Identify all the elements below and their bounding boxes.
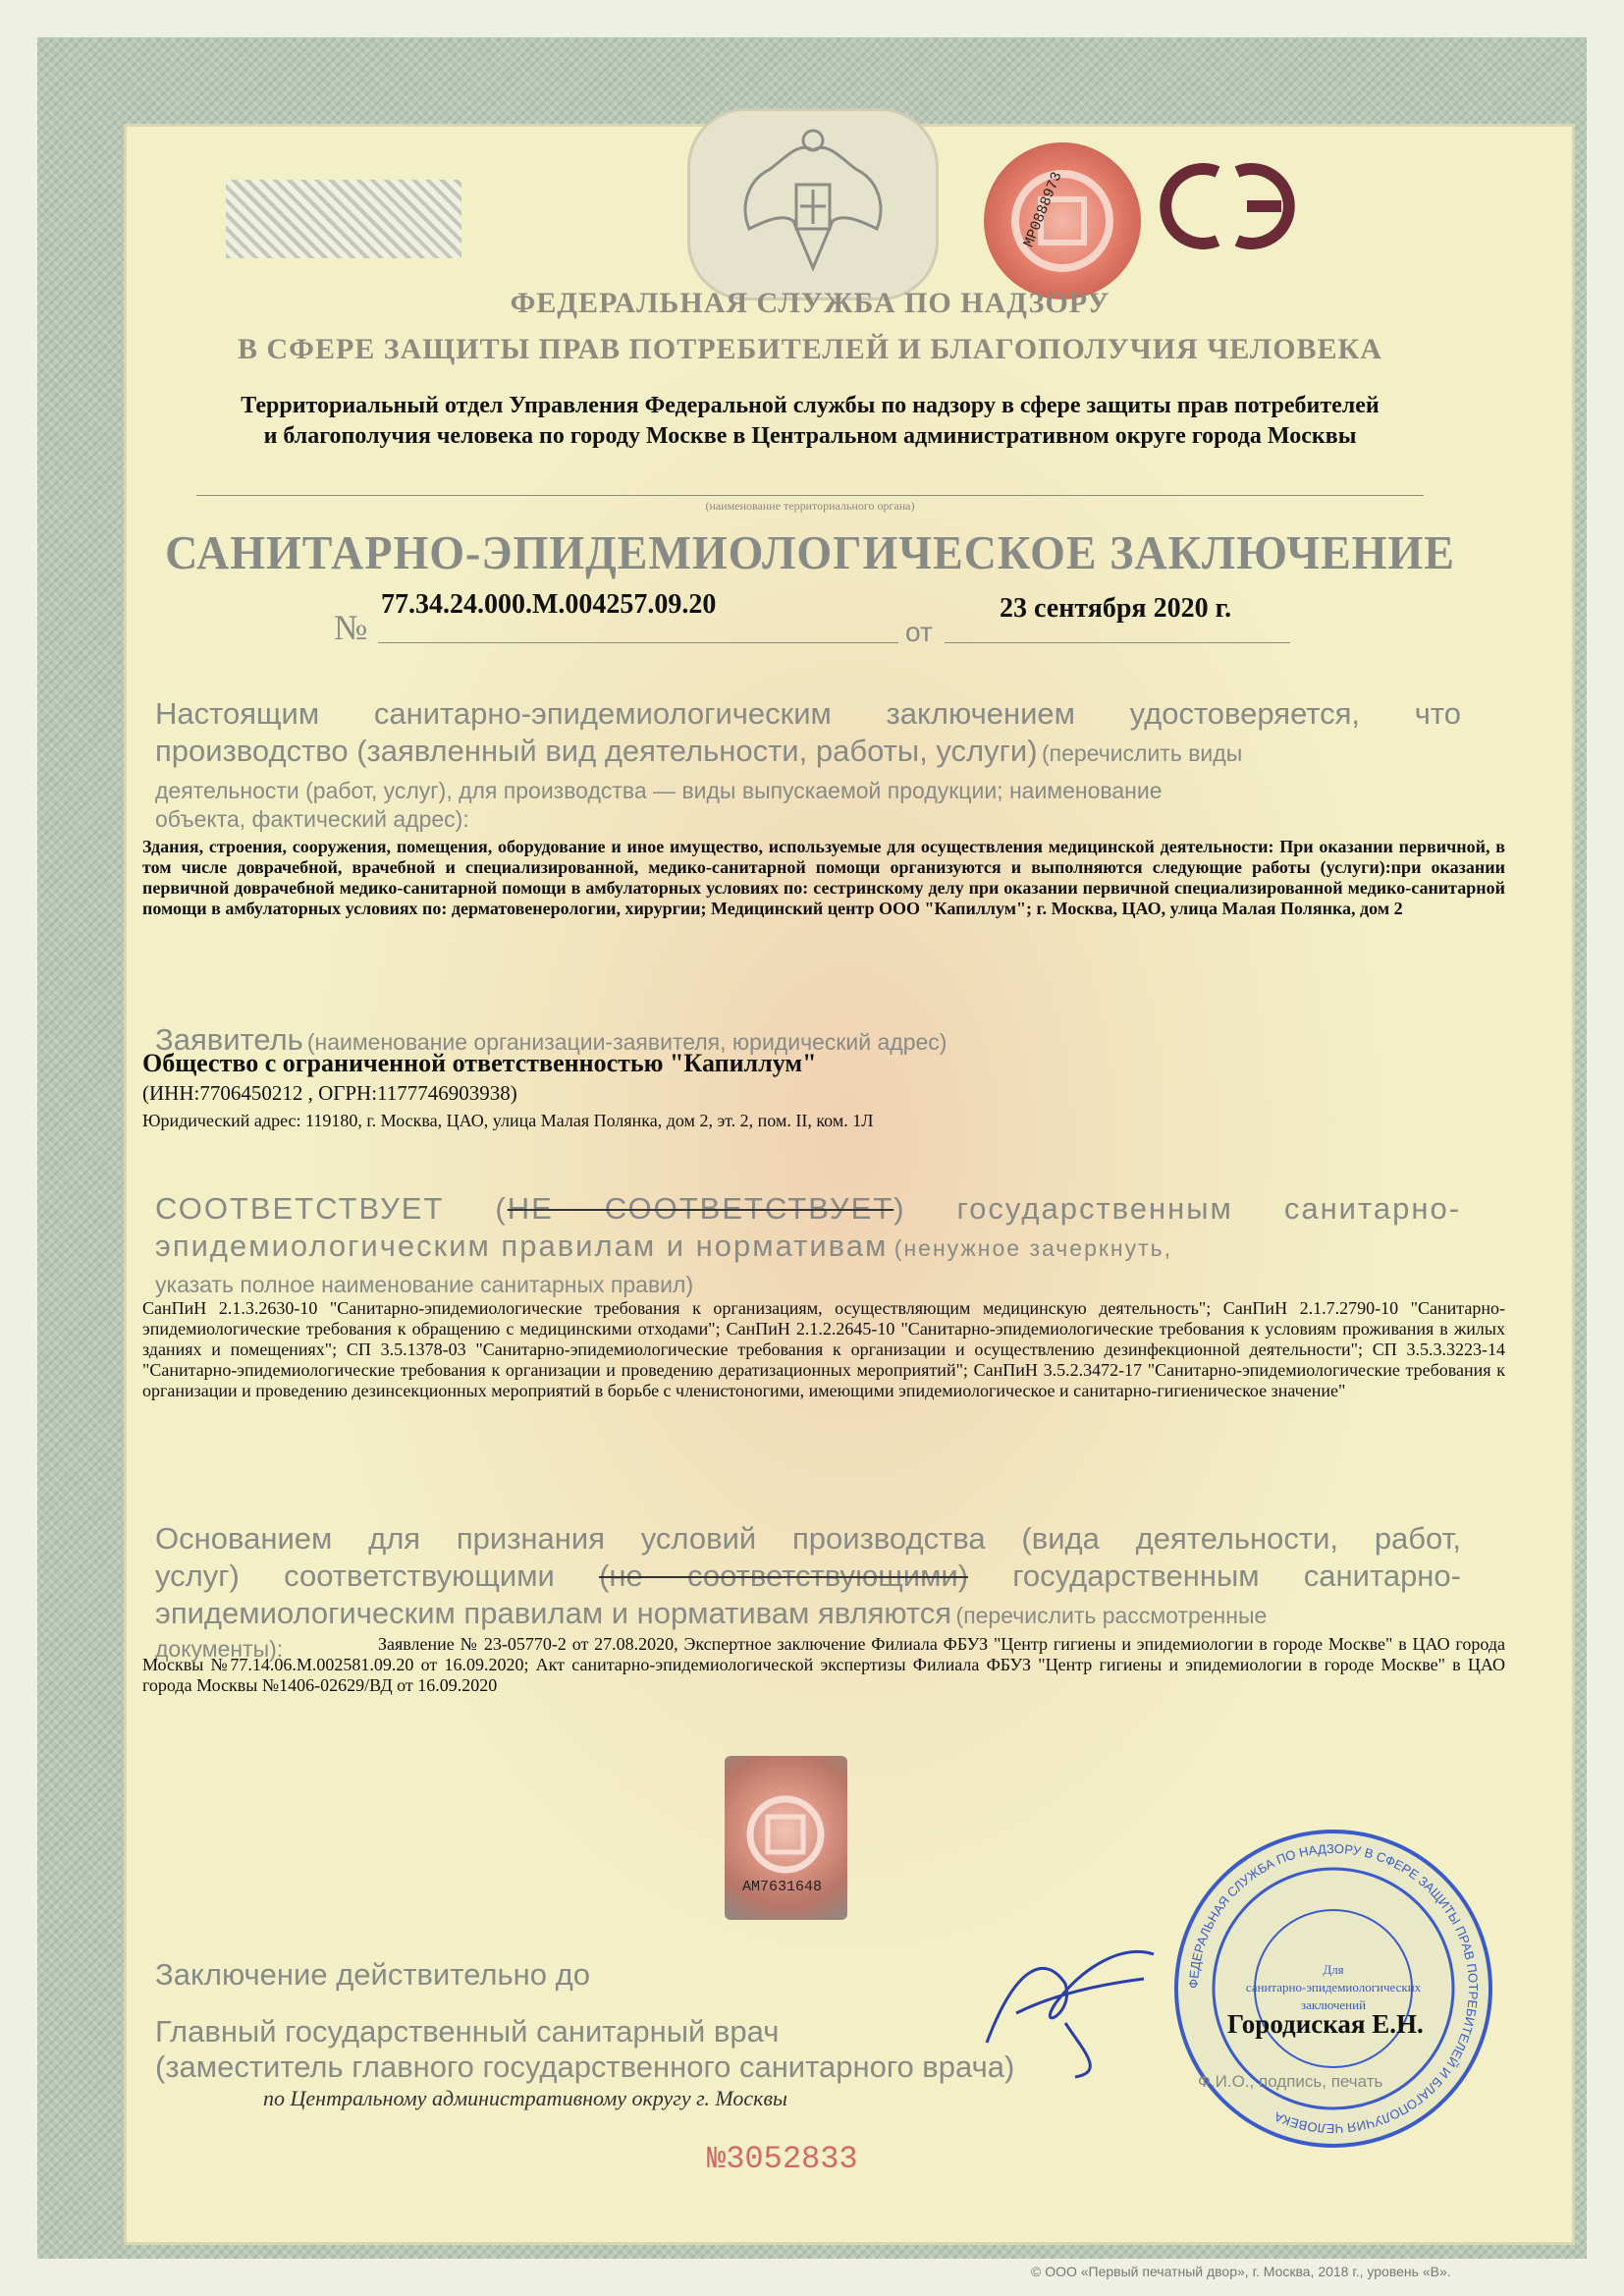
seal-icon	[1171, 1827, 1495, 2151]
conformity-line2-row	[155, 1228, 1461, 1272]
se-hologram-icon	[984, 142, 1141, 300]
coat-of-arms-emblem	[687, 108, 939, 301]
document-number: 77.34.24.000.М.004257.09.20	[381, 589, 717, 620]
handwritten-signature	[957, 1925, 1173, 2082]
territorial-body	[137, 391, 1483, 452]
seal-center-text: Для санитарно-эпидемиологических заключений	[1245, 1962, 1422, 2012]
valid-until-label: Заключение действительно до	[155, 1957, 590, 1992]
conformity-heading	[155, 1190, 1461, 1297]
conformity-line1: СООТВЕТСТВУЕТ (НЕ СООТВЕТСТВУЕТ) государственным санитарно-	[155, 1191, 1462, 1226]
security-pattern	[226, 180, 461, 258]
seal-ring-text: ФЕДЕРАЛЬНАЯ СЛУЖБА ПО НАДЗОРУ В СФЕРЕ ЗАЩИТЫ ПРАВ ПОТРЕБИТЕЛЕЙ И БЛАГОПОЛУЧИЯ ЧЕЛОВЕКА	[1185, 1840, 1482, 2137]
conformity-line3: указать полное наименование санитарных правил)	[155, 1272, 694, 1297]
date-underline	[945, 642, 1290, 643]
applicant-label: Заявитель	[155, 1022, 303, 1057]
agency-name-line1: ФЕДЕРАЛЬНАЯ СЛУЖБА ПО НАДЗОРУ	[510, 287, 1110, 319]
eagle-icon	[690, 111, 936, 298]
official-seal	[1171, 1827, 1495, 2151]
se-logo-icon	[1154, 147, 1301, 265]
basis-line2-struck: (не соответствующими)	[599, 1558, 969, 1593]
basis-line2a: услуг) соответствующими	[155, 1558, 555, 1593]
conformity-rest: государственным санитарно-	[956, 1191, 1462, 1226]
basis-line3-small: (перечислить рассмотренные	[955, 1603, 1268, 1628]
hologram2-number: АМ7631648	[742, 1879, 823, 1895]
certifies-lead: Настоящим санитарно-эпидемиологическим заключением удостоверяется, что	[155, 696, 1461, 731]
chief-doctor-line1: Главный государственный санитарный врач	[155, 2014, 780, 2049]
conformity-text: СанПиН 2.1.3.2630-10 "Санитарно-эпидемиологические требования к организациям, осуществляющим медицинскую деятельность"; СанПиН 2.1.7.2790-10 "Санитарно-эпидемиологические требования к обращению с медицинскими отходами"; СанПиН 2.1.2.2645-10 "Санитарно-эпидемиологические требования к условиям проживания в жилых зданиях и помещениях"; СП 3.5.1378-03 "Санитарно-эпидемиологические требования к организации и осуществлению дезинфекционной деятельности"; СП 3.5.3.3223-14 "Санитарно-эпидемиологические требования к организации и проведению дератизационных мероприятий"; СанПиН 3.5.2.3472-17 "Санитарно-эпидемиологические требования к организации и проведению дезинсекционных мероприятий в борьбе с членистоногими, имеющими эпидемиологическое и санитарно-гигиеническое значение"	[142, 1298, 1505, 1400]
hologram-number: МР0888973	[1020, 169, 1066, 250]
se-logo	[1154, 147, 1301, 265]
form-serial-number: №3052833	[707, 2141, 858, 2177]
basis-line4: документы):	[155, 1636, 284, 1662]
certifies-lead3: деятельности (работ, услуг), для производства — виды выпускаемой продукции; наименование	[155, 778, 1163, 803]
basis-line1: Основанием для признания условий производства (вида деятельности, работ,	[155, 1521, 1461, 1556]
conformity-line2-small: (ненужное зачеркнуть,	[893, 1235, 1173, 1261]
conformity-line2: эпидемиологическим правилам и нормативам	[155, 1229, 889, 1263]
basis-line2b: государственным санитарно-	[1012, 1558, 1461, 1593]
territorial-body-line1: Территориальный отдел Управления Федеральной службы по надзору в сфере защиты прав потребителей	[241, 393, 1380, 418]
conformity-struck: НЕ СООТВЕТСТВУЕТ	[507, 1191, 894, 1226]
applicant-name: Общество с ограниченной ответственностью "Капиллум"	[142, 1049, 817, 1077]
hologram-sticker	[984, 142, 1141, 300]
district-line: по Центральному административному округу г. Москвы	[263, 2086, 787, 2110]
conformity-word: СООТВЕТСТВУЕТ	[155, 1191, 445, 1226]
territorial-underline	[196, 495, 1424, 496]
territorial-caption: (наименование территориального органа)	[705, 499, 915, 513]
applicant-address: Юридический адрес: 119180, г. Москва, ЦАО, улица Малая Полянка, дом 2, эт. 2, пом. II, ком. 1Л	[142, 1111, 874, 1130]
signature-icon	[957, 1925, 1173, 2082]
signer-caption: Ф.И.О., подпись, печать	[1198, 2072, 1383, 2091]
applicant-label-small: (наименование организации-заявителя, юридический адрес)	[306, 1029, 947, 1055]
basis-line3-row	[155, 1595, 1461, 1636]
signer-name: Городиская Е.Н.	[1227, 2009, 1424, 2039]
chief-doctor-line2: (заместитель главного государственного санитарного врача)	[155, 2050, 1015, 2084]
document-title: САНИТАРНО-ЭПИДЕМИОЛОГИЧЕСКОЕ ЗАКЛЮЧЕНИЕ	[165, 525, 1455, 579]
document-date: 23 сентября 2020 г.	[1000, 593, 1232, 624]
applicant-ids: (ИНН:7706450212 , ОГРН:1177746903938)	[142, 1081, 517, 1105]
certifies-lead2-small: (перечислить виды	[1041, 740, 1243, 766]
certifies-text: Здания, строения, сооружения, помещения, оборудование и иное имущество, используемые для осуществления медицинской деятельности: При оказании первичной, в том числе доврачебной, врачебной и специализированной, медико-санитарной помощи организуются и выполняются следующие работы (услуги):при оказании первичной доврачебной медико-санитарной помощи в амбулаторных условиях по: сестринскому делу при оказании первичной специализированной медико-санитарной помощи в амбулаторных условиях по: дерматовенерологии, хирургии; Медицинский центр ООО "Капиллум"; г. Москва, ЦАО, улица Малая Полянка, дом 2	[142, 837, 1505, 918]
hologram-sticker-2	[725, 1756, 847, 1920]
certifies-lead2: производство (заявленный вид деятельности, работы, услуги)	[155, 734, 1038, 768]
certifies-lead2-row	[155, 733, 1461, 776]
certifies-lead4: объекта, фактический адрес):	[155, 806, 469, 832]
certifies-heading	[155, 695, 1461, 833]
basis-line3: эпидемиологическим правилам и нормативам являются	[155, 1596, 952, 1630]
number-sign: №	[334, 608, 368, 647]
agency-name-line2: В СФЕРЕ ЗАЩИТЫ ПРАВ ПОТРЕБИТЕЛЕЙ И БЛАГОПОЛУЧИЯ ЧЕЛОВЕКА	[238, 333, 1382, 365]
printer-imprint: © ООО «Первый печатный двор», г. Москва, 2018 г., уровень «В».	[1031, 2264, 1451, 2279]
basis-line2	[155, 1558, 1461, 1595]
basis-text: Заявление № 23-05770-2 от 27.08.2020, Экспертное заключение Филиала ФБУЗ "Центр гигиены и эпидемиологии в городе Москве" в ЦАО города Москвы №77.14.06.М.002581.09.20 от 16.09.2020; Акт санитарно-эпидемиологической экспертизы Филиала ФБУЗ "Центр гигиены и эпидемиологии в городе Москве" в ЦАО города Москвы №1406-02629/ВД от 16.09.2020	[142, 1634, 1505, 1695]
territorial-body-line2: и благополучия человека по городу Москве в Центральном административном округе города Москвы	[263, 423, 1357, 449]
number-underline	[378, 642, 898, 643]
date-from-label: от	[905, 617, 933, 647]
